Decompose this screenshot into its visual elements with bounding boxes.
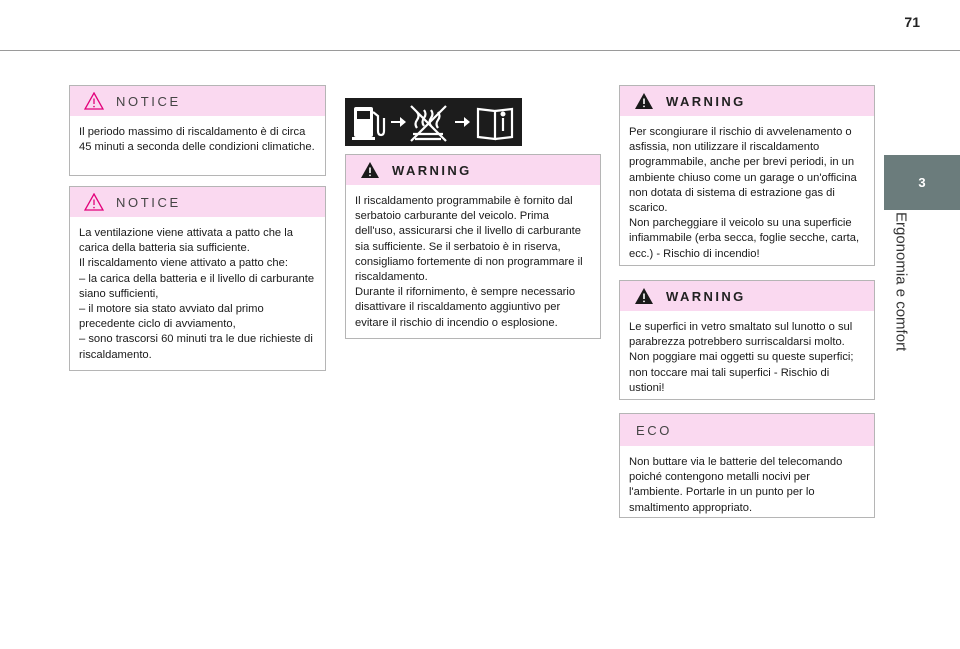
warning-header [620,86,874,116]
eco-header [620,414,874,446]
manual-book-icon [478,109,512,139]
chapter-title: Ergonomia e comfort [892,212,910,352]
eco-title: ECO [636,422,672,438]
warning-title: WARNING [666,288,746,304]
warning-text: Il riscaldamento programmabile è fornito dal serbatoio carburante del veicolo. Prima dell'uso, assicurarsi che il livello di carburante sia sufficiente. Se il serbatoio è in riserva, consigliamo fortemente di non programmare il riscaldamento. Durante il rifornimento, è sempre necessario disattivare il riscaldamento aggiuntivo per evitare il rischio di incendio o esplosione. [355,195,583,329]
notice-title: NOTICE [116,194,181,210]
arrow-right-icon [391,117,406,127]
warning-text: Per scongiurare il rischio di avvelenamento o asfissia, non utilizzare il riscaldamento programmabile, anche per brevi periodi, in un ambiente chiuso come un garage o un'officina non dotata di sistema di estrazione gas di scarico. Non parcheggiare il veicolo su una superficie infiammabile (erba secca, foglie secche, carta, ecc.) - Rischio di incendio! [629,126,860,260]
symbol-strip [345,98,522,146]
eco-text: Non buttare via le batterie del telecomando poiché contengono metalli nocivi per l'ambiente. Portarle in un punto per lo smaltimento appropriato. [629,456,843,514]
page-number: 71 [904,14,920,30]
top-rule [0,50,960,51]
warning-icon [634,92,654,110]
chapter-tab[interactable]: 3 [884,155,960,210]
warning-box [619,85,875,266]
notice-header [70,86,325,116]
notice-text: La ventilazione viene attivata a patto che la carica della batteria sia sufficiente. Il riscaldamento viene attivato a patto che: – la carica della batteria e il livello di carburante siano sufficienti, – il motore sia stato avviato dal primo precedente ciclo di avviamento, – sono trascorsi 60 minuti tra le due richieste di riscaldamento. [79,227,315,361]
notice-text: Il periodo massimo di riscaldamento è di circa 45 minuti a seconda delle condizioni climatiche. [79,126,315,154]
warning-icon [360,161,380,179]
notice-box [69,186,326,371]
notice-header [70,187,325,217]
warning-outline-icon [84,92,104,110]
warning-header [346,155,600,185]
warning-icon [634,287,654,305]
notice-box [69,85,326,176]
warning-header [620,281,874,311]
warning-box [619,280,875,400]
arrow-right-icon [455,117,470,127]
warning-box [345,154,601,339]
warning-title: WARNING [392,162,472,178]
warning-text: Le superfici in vetro smaltato sul lunotto o sul parabrezza potrebbero surriscaldarsi molto. Non poggiare mai oggetti su queste superfici; non toccare mai tali superfici - Rischio di ustioni! [629,321,854,394]
eco-box [619,413,875,518]
fuel-pump-icon [352,107,384,140]
warning-outline-icon [84,193,104,211]
notice-title: NOTICE [116,93,181,109]
heater-off-icon [411,106,446,141]
warning-title: WARNING [666,93,746,109]
